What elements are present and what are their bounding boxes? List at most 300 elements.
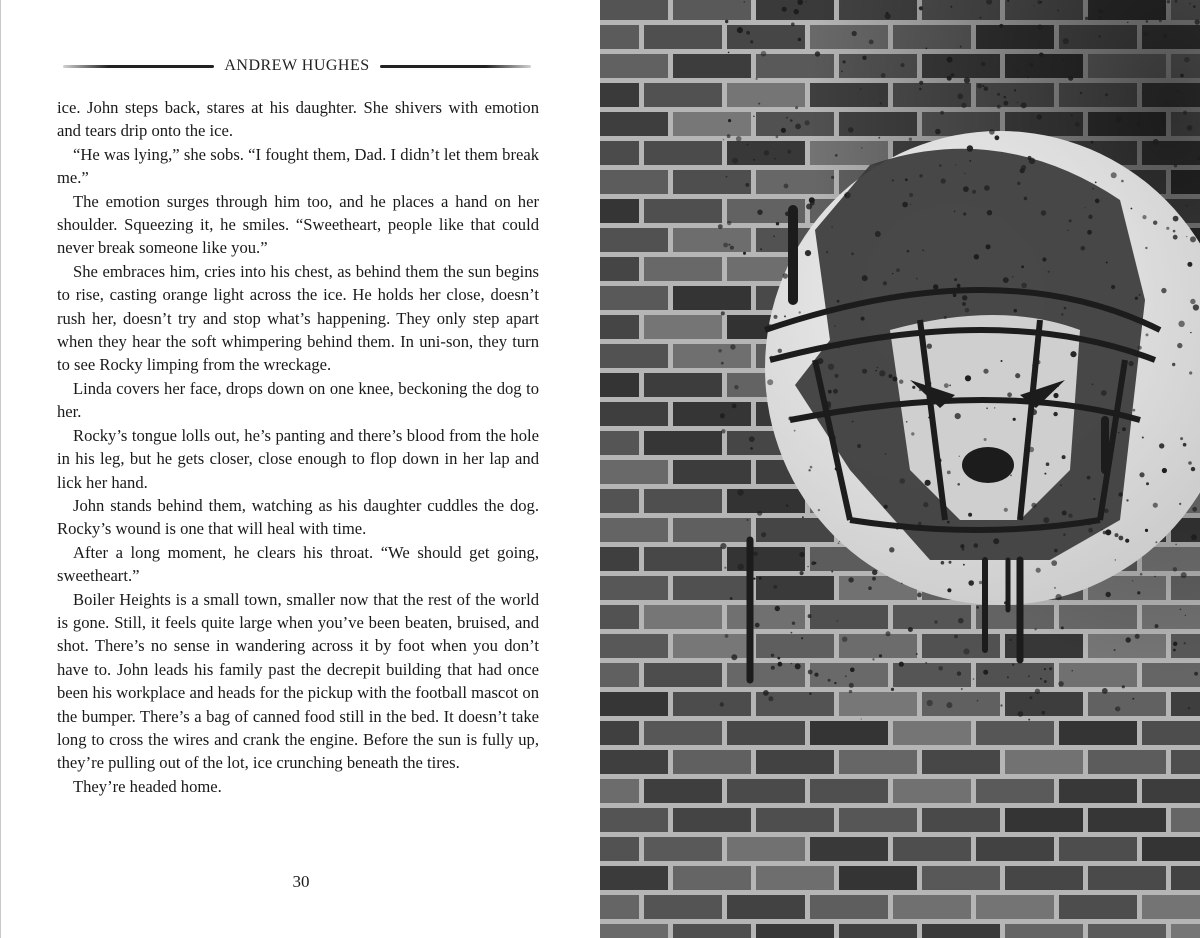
- speckle: [1189, 3, 1191, 5]
- speckle: [908, 627, 913, 632]
- speckle: [1000, 704, 1002, 706]
- speckle: [984, 438, 987, 441]
- speckle: [773, 585, 777, 589]
- speckle: [848, 577, 853, 582]
- speckle: [1188, 461, 1192, 465]
- speckle: [734, 385, 738, 389]
- speckle: [878, 137, 880, 139]
- speckle: [831, 571, 833, 573]
- speckle: [828, 679, 831, 682]
- speckle: [1068, 76, 1073, 81]
- speckle: [1119, 536, 1124, 541]
- speckle: [981, 62, 986, 67]
- speckle: [909, 138, 912, 141]
- speckle: [860, 88, 862, 90]
- speckle: [811, 561, 815, 565]
- speckle: [834, 682, 836, 684]
- speckle: [925, 662, 927, 664]
- speckle: [1030, 63, 1034, 67]
- speckle: [879, 654, 882, 657]
- speckle: [1071, 114, 1073, 116]
- speckle: [1142, 215, 1146, 219]
- speckle: [1098, 35, 1101, 38]
- speckle: [725, 20, 728, 23]
- speckle: [1173, 216, 1179, 222]
- speckle: [875, 339, 877, 341]
- speckle: [947, 471, 951, 475]
- speckle: [844, 192, 850, 198]
- speckle: [728, 52, 730, 54]
- speckle: [1155, 624, 1159, 628]
- speckle: [886, 631, 891, 636]
- speckle: [838, 347, 840, 349]
- speckle: [933, 284, 938, 289]
- speckle: [861, 147, 862, 148]
- speckle: [1012, 276, 1014, 278]
- speckle: [1004, 601, 1007, 604]
- speckle: [872, 577, 876, 581]
- speckle: [834, 325, 836, 327]
- speckle: [994, 407, 995, 408]
- running-head: [63, 54, 531, 78]
- speckle: [949, 385, 951, 387]
- speckle: [1000, 474, 1004, 478]
- speckle: [1180, 609, 1182, 611]
- speckle: [926, 48, 928, 50]
- speckle: [1091, 141, 1094, 144]
- speckle: [1111, 285, 1115, 289]
- speckle: [799, 311, 801, 313]
- speckle: [955, 164, 956, 165]
- speckle: [947, 57, 953, 63]
- speckle: [1106, 592, 1111, 597]
- speckle: [872, 658, 874, 660]
- speckle: [869, 40, 874, 45]
- speckle: [1036, 568, 1041, 573]
- speckle: [1173, 567, 1177, 571]
- speckle: [1004, 508, 1008, 512]
- speckle: [862, 369, 867, 374]
- speckle: [1162, 468, 1167, 473]
- speckle: [721, 362, 724, 365]
- speckle: [889, 547, 894, 552]
- speckle: [747, 519, 749, 521]
- speckle: [1180, 437, 1183, 440]
- speckle: [721, 311, 725, 315]
- speckle: [857, 444, 861, 448]
- speckle: [757, 511, 762, 516]
- speckle: [1178, 321, 1184, 327]
- speckle: [778, 662, 783, 667]
- speckle: [885, 13, 891, 19]
- speckle: [767, 324, 772, 329]
- speckle: [1105, 93, 1108, 96]
- speckle: [987, 210, 992, 215]
- speckle: [925, 480, 931, 486]
- speckle: [1122, 685, 1125, 688]
- speckle: [1190, 299, 1195, 304]
- speckle: [767, 379, 773, 385]
- speckle: [851, 253, 854, 256]
- speckle: [747, 144, 749, 146]
- speckle: [976, 606, 979, 609]
- speckle: [916, 653, 918, 655]
- speckle: [1194, 672, 1198, 676]
- speckle: [1072, 670, 1073, 671]
- speckle: [1187, 262, 1192, 267]
- speckle: [849, 683, 854, 688]
- speckle: [852, 31, 857, 36]
- speckle: [828, 390, 832, 394]
- speckle: [905, 178, 908, 181]
- speckle: [1017, 71, 1019, 73]
- speckle: [947, 521, 950, 524]
- speckle: [1098, 9, 1103, 14]
- speckle: [954, 211, 956, 213]
- speckle: [1137, 122, 1141, 126]
- speckle: [947, 588, 951, 592]
- speckle: [1057, 385, 1059, 387]
- speckle: [732, 158, 738, 164]
- speckle: [841, 341, 843, 343]
- speckle: [718, 349, 722, 353]
- speckle: [899, 380, 903, 384]
- speckle: [917, 593, 922, 598]
- speckle: [727, 134, 731, 138]
- speckle: [723, 139, 724, 140]
- speckle: [838, 542, 840, 544]
- speckle: [743, 1, 745, 3]
- speckle: [770, 356, 773, 359]
- speckle: [911, 432, 914, 435]
- speckle: [1015, 373, 1020, 378]
- speckle: [837, 300, 840, 303]
- speckle: [1087, 230, 1092, 235]
- speckle: [828, 428, 830, 430]
- speckle: [784, 184, 789, 189]
- speckle: [1190, 236, 1196, 242]
- speckle: [1010, 475, 1012, 477]
- speckle: [957, 483, 960, 486]
- speckle: [852, 421, 854, 423]
- speckle: [720, 413, 725, 418]
- speckle: [919, 6, 923, 10]
- speckle: [932, 395, 933, 396]
- speckle: [808, 469, 810, 471]
- speckle: [825, 401, 831, 407]
- speckle: [800, 571, 804, 575]
- speckle: [730, 246, 734, 250]
- speckle: [972, 190, 976, 194]
- speckle: [1188, 707, 1191, 710]
- speckle: [807, 566, 808, 567]
- speckle: [753, 578, 755, 580]
- speckle: [907, 250, 910, 253]
- speckle: [726, 176, 728, 178]
- speckle: [1103, 531, 1107, 535]
- speckle: [964, 77, 970, 83]
- speckle: [743, 252, 746, 255]
- speckle: [922, 249, 924, 251]
- speckle: [736, 136, 742, 142]
- speckle: [1049, 667, 1052, 670]
- speckle: [837, 620, 839, 622]
- speckle: [731, 654, 737, 660]
- speckle: [1069, 219, 1072, 222]
- speckle: [1159, 443, 1164, 448]
- speckle: [1054, 587, 1056, 589]
- speckle: [848, 127, 854, 133]
- speckle: [841, 71, 843, 73]
- speckle: [781, 128, 786, 133]
- speckle: [1101, 529, 1102, 530]
- speckle: [775, 606, 780, 611]
- speckle: [936, 458, 941, 463]
- speckle: [745, 183, 749, 187]
- speckle: [1044, 668, 1046, 670]
- speckle: [724, 567, 726, 569]
- speckle: [1012, 664, 1014, 666]
- speckle: [963, 564, 965, 566]
- speckle: [750, 40, 753, 43]
- speckle: [794, 9, 799, 14]
- speckle: [1048, 271, 1050, 273]
- speckle: [776, 222, 779, 225]
- speckle: [718, 224, 723, 229]
- speckle: [1039, 53, 1044, 58]
- speckle: [1145, 529, 1148, 532]
- speckle: [1035, 689, 1040, 694]
- speckle: [1177, 343, 1182, 348]
- speckle: [1132, 580, 1134, 582]
- speckle: [1183, 111, 1187, 115]
- speckle: [1145, 247, 1147, 249]
- speckle: [1163, 34, 1167, 38]
- running-head-rule-left: [63, 65, 214, 68]
- speckle: [901, 583, 903, 585]
- speckle: [828, 364, 834, 370]
- speckle: [1146, 333, 1149, 336]
- paragraph: They’re headed home.: [73, 776, 222, 796]
- speckle: [792, 622, 795, 625]
- speckle: [940, 111, 944, 115]
- speckle: [786, 117, 788, 119]
- speckle: [759, 577, 762, 580]
- speckle: [805, 120, 810, 125]
- speckle: [1186, 236, 1187, 237]
- speckle: [1131, 208, 1133, 210]
- speckle: [861, 718, 862, 719]
- speckle: [845, 675, 847, 677]
- speckle: [964, 173, 965, 174]
- speckle: [934, 620, 937, 623]
- speckle: [918, 522, 921, 525]
- speckle: [961, 688, 963, 690]
- speckle: [1031, 503, 1036, 508]
- speckle: [891, 688, 894, 691]
- speckle: [977, 84, 982, 89]
- speckle: [778, 349, 782, 353]
- speckle: [939, 164, 941, 166]
- speckle: [963, 212, 966, 215]
- speckle: [1018, 711, 1024, 717]
- paragraph: Linda covers her face, drops down on one knee, beckoning the dog to her.: [57, 378, 539, 422]
- speckle: [1088, 523, 1091, 526]
- page-number: 30: [292, 872, 310, 891]
- speckle: [892, 179, 894, 181]
- speckle: [919, 174, 922, 177]
- paragraph: She embraces him, cries into his chest, as behind them the sun begins to rise, casting orange light across the ice. He holds her close, doesn’t rush her, doesn’t try and stop what’s happening. They only step apart when they hear the soft whimpering behind them. In uni-son, they turn to see Rocky limping from the wreckage.: [57, 261, 539, 375]
- speckle: [776, 135, 779, 138]
- speckle: [1115, 559, 1116, 560]
- speckle: [928, 417, 930, 419]
- speckle: [810, 201, 815, 206]
- speckle: [1184, 642, 1186, 644]
- speckle: [1102, 418, 1108, 424]
- speckle: [771, 666, 775, 670]
- speckle: [1038, 25, 1043, 30]
- speckle: [1056, 594, 1062, 600]
- speckle: [1146, 482, 1149, 485]
- speckle: [1104, 509, 1109, 514]
- graffiti-illustration: [600, 0, 1200, 938]
- speckle: [842, 637, 847, 642]
- speckle: [1193, 5, 1196, 8]
- speckle: [944, 383, 949, 388]
- speckle: [1034, 628, 1036, 630]
- speckle: [1075, 122, 1080, 127]
- speckle: [1190, 332, 1191, 333]
- speckle: [1173, 230, 1176, 233]
- speckle: [881, 73, 886, 78]
- speckle: [1180, 74, 1184, 78]
- speckle: [1029, 696, 1032, 699]
- speckle: [794, 430, 796, 432]
- speckle: [1192, 507, 1197, 512]
- speckle: [1135, 297, 1138, 300]
- speckle: [786, 505, 788, 507]
- speckle: [944, 316, 947, 319]
- speckle: [1084, 207, 1085, 208]
- speckle: [798, 38, 802, 42]
- speckle: [1137, 591, 1140, 594]
- speckle: [951, 73, 955, 77]
- speckle: [1064, 307, 1067, 310]
- speckle: [835, 467, 838, 470]
- speckle: [872, 570, 877, 575]
- paragraph: ice. John steps back, stares at his daughter. She shivers with emotion and tears drip onto the ice.: [57, 98, 539, 141]
- speckle: [1173, 649, 1176, 652]
- speckle: [850, 668, 855, 673]
- speckle: [1070, 351, 1076, 357]
- speckle: [1184, 57, 1189, 62]
- speckle: [1028, 156, 1032, 160]
- speckle: [1028, 719, 1030, 721]
- speckle: [758, 103, 760, 105]
- speckle: [1088, 215, 1092, 219]
- speckle: [1106, 262, 1108, 264]
- speckle: [984, 185, 990, 191]
- speckle: [831, 176, 834, 179]
- speckle: [1038, 0, 1042, 4]
- speckle: [1013, 418, 1016, 421]
- speckle: [954, 635, 958, 639]
- speckle: [973, 678, 975, 680]
- speckle: [1040, 678, 1042, 680]
- speckle: [912, 386, 915, 389]
- speckle: [1063, 59, 1065, 61]
- speckle: [1021, 265, 1024, 268]
- speckle: [777, 657, 780, 660]
- speckle: [753, 552, 758, 557]
- speckle: [818, 509, 820, 511]
- speckle: [883, 281, 887, 285]
- speckle: [746, 31, 750, 35]
- speckle: [1187, 125, 1193, 131]
- speckle: [761, 532, 766, 537]
- speckle: [835, 154, 838, 157]
- speckle: [1041, 711, 1045, 715]
- speckle: [1014, 309, 1018, 313]
- speckle: [963, 186, 969, 192]
- speckle: [962, 548, 965, 551]
- speckle: [1004, 96, 1007, 99]
- speckle: [1043, 517, 1049, 523]
- speckle: [965, 308, 970, 313]
- speckle: [728, 119, 731, 122]
- speckle: [1046, 462, 1050, 466]
- speckle: [902, 202, 908, 208]
- speckle: [720, 543, 726, 549]
- speckle: [909, 193, 913, 197]
- speckle: [785, 212, 790, 217]
- speckle: [1143, 32, 1148, 37]
- speckle: [862, 275, 868, 281]
- speckle: [784, 315, 786, 317]
- speckle: [1153, 503, 1158, 508]
- speckle: [899, 662, 904, 667]
- speckle: [808, 670, 813, 675]
- speckle: [1138, 346, 1142, 350]
- speckle: [1122, 427, 1126, 431]
- speckle: [968, 513, 972, 517]
- speckle: [1009, 639, 1011, 641]
- speckle: [980, 17, 982, 19]
- speckle: [919, 389, 921, 391]
- speckle: [1125, 539, 1129, 543]
- speckle: [892, 273, 893, 274]
- speckle: [885, 453, 887, 455]
- speckle: [790, 119, 793, 122]
- speckle: [916, 278, 918, 280]
- speckle: [1087, 476, 1091, 480]
- speckle: [986, 244, 991, 249]
- speckle: [728, 244, 730, 246]
- speckle: [989, 129, 995, 135]
- paragraph: Boiler Heights is a small town, smaller now that the rest of the world is gone. Still, it feels quite large when you’ve been beaten, bruised, and shot. There’s no sense in wandering across it by foot when you don’t have to. John leads his family past the decrepit building that had once been his workplace and heads for the pickup with the football mascot on the bumper. There’s a bag of canned food still in the bed. It doesn’t take long to cross the wires and crank the engine. Before the sun is fully up, they’re pulling out of the lot, ice crunching beneath the tires.: [57, 589, 539, 773]
- speckle: [727, 221, 731, 225]
- speckle: [805, 1, 806, 2]
- speckle: [1166, 227, 1169, 230]
- speckle: [1044, 473, 1046, 475]
- speckle: [1121, 180, 1124, 183]
- speckle: [1058, 681, 1063, 686]
- speckle: [927, 344, 932, 349]
- speckle: [927, 700, 933, 706]
- speckle: [1067, 230, 1068, 231]
- speckle: [764, 150, 769, 155]
- speckle: [1017, 102, 1018, 103]
